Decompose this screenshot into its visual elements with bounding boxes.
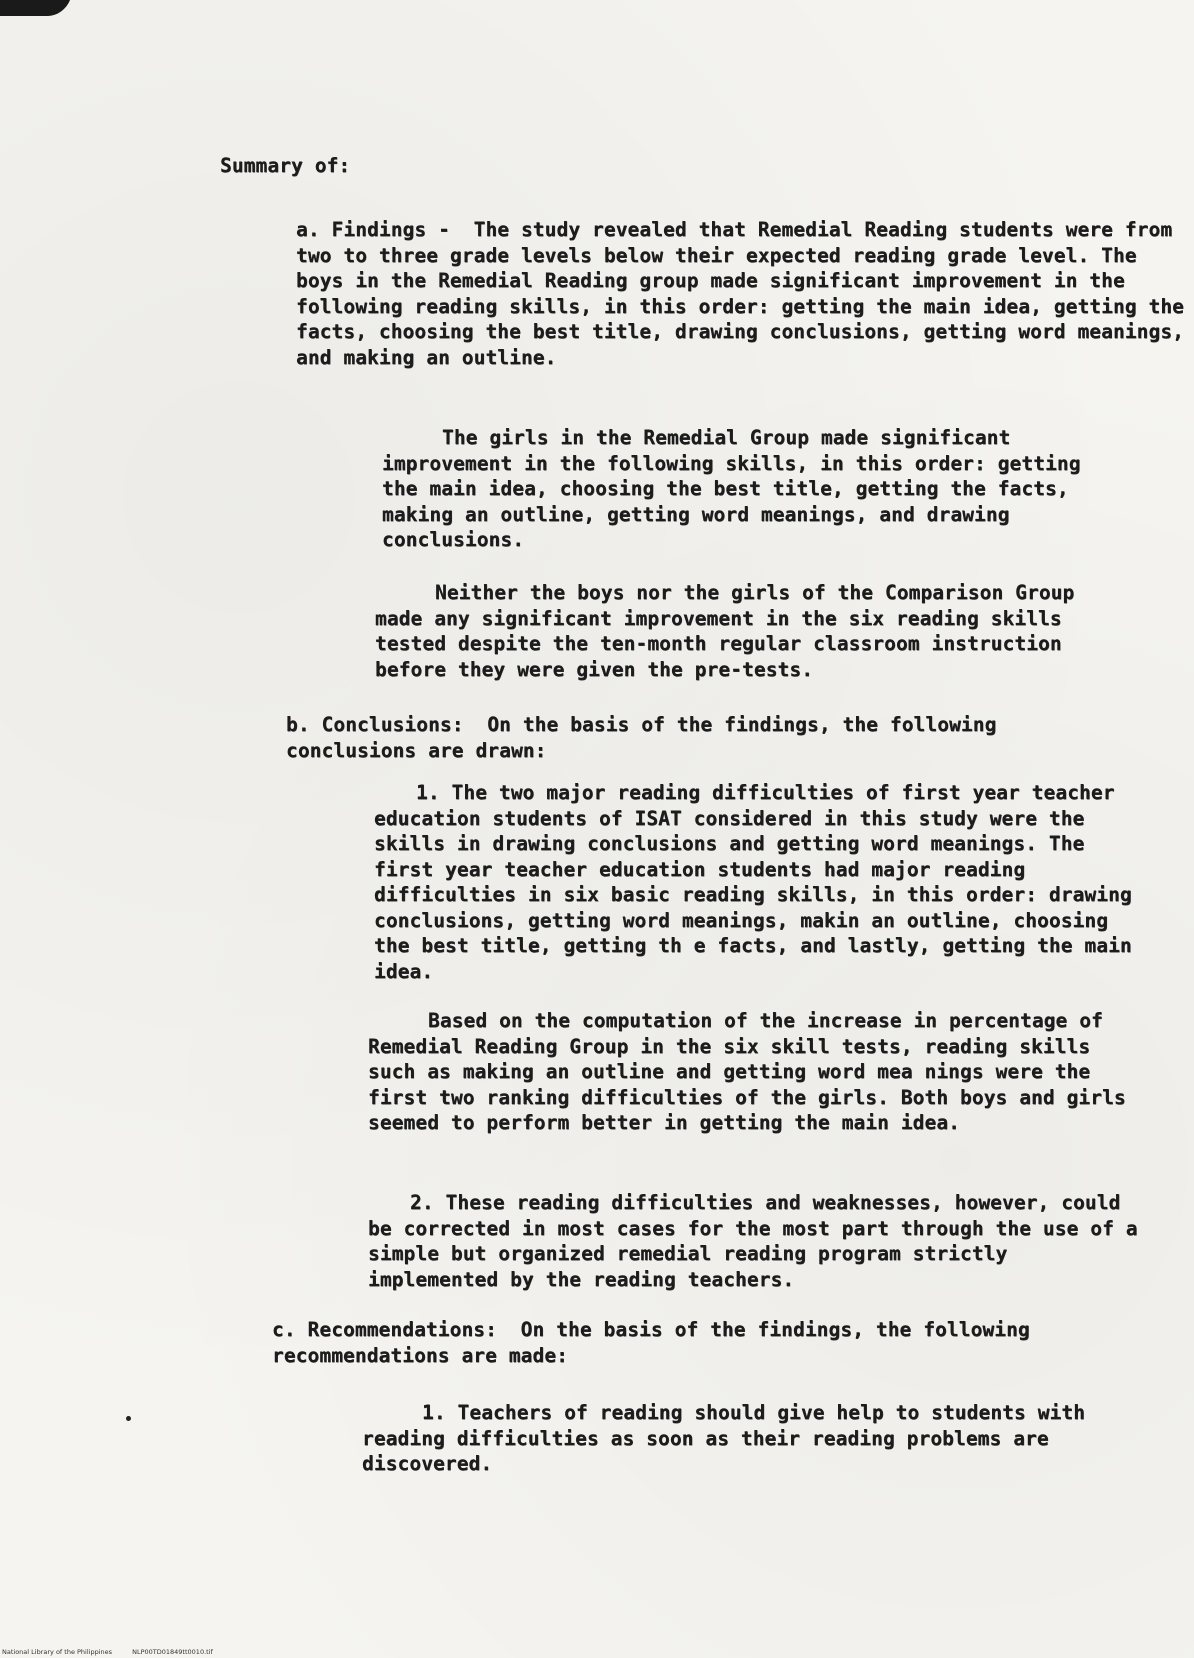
findings-label: a. Findings -: [296, 218, 450, 241]
recommendations-heading-paragraph: [272, 1317, 1092, 1368]
summary-heading: Summary of:: [220, 154, 351, 177]
recommendations-intro: On the basis of the findings, the following recommendations are made:: [272, 1318, 1030, 1367]
conclusions-label: b. Conclusions:: [286, 713, 464, 736]
footer-source: National Library of the Philippines: [2, 1648, 113, 1656]
conclusions-heading-paragraph: [286, 712, 1086, 763]
conclusions-intro: On the basis of the findings, the following conclusions are drawn:: [286, 713, 997, 762]
findings-girls-paragraph: The girls in the Remedial Group made significant improvement in the following skills, in this order: getting the main idea, choosing the best title, getting the facts, making an outline, getting word meanings, and drawing conclusions.: [382, 426, 1081, 551]
conclusion-item-1-continued: Based on the computation of the increase in percentage of Remedial Reading Group in the six skill tests, reading skills such as making an outline and getting word mea nings were the first two ranking difficulties of the girls. Both boys and girls seemed to perform better in getting the main idea.: [368, 1009, 1126, 1134]
findings-paragraph: [296, 217, 1186, 370]
conclusion-item-1: 1. The two major reading difficulties of first year teacher education students of ISAT considered in this study were the skills in drawing conclusions and getting word meanings. The first year teacher education students had major reading difficulties in six basic reading skills, in this order: drawing conclusions, getting word meanings, makin an outline, choosing the best title, getting th e facts, and lastly, getting the main idea.: [374, 781, 1132, 983]
scan-footer: [2, 1648, 213, 1656]
findings-text-1: The study revealed that Remedial Reading students were from two to three grade levels below their expected reading grade level. The boys in the Remedial Reading group made significant improvement in the following reading skills, in this order: getting the main idea, getting the facts, choosing the best title, drawing conclusions, getting word meanings, and making an outline.: [296, 218, 1184, 369]
ink-smudge: [0, 0, 70, 16]
ink-speck: [126, 1416, 131, 1421]
recommendations-label: c. Recommendations:: [272, 1318, 497, 1341]
conclusion-item-2: 2. These reading difficulties and weaknesses, however, could be corrected in most cases for the most part through the use of a simple but organized remedial reading program strictly implemented by the reading teachers.: [368, 1191, 1138, 1291]
footer-file-id: NLP00TD01849tt0010.tif: [132, 1648, 213, 1656]
findings-comparison-paragraph: Neither the boys nor the girls of the Comparison Group made any significant improvement in the six reading skills tested despite the ten-month regular classroom instruction before they were given the pre-tests.: [375, 581, 1075, 681]
recommendation-item-1: 1. Teachers of reading should give help to students with reading difficulties as soon as their reading problems are discovered.: [362, 1401, 1086, 1475]
